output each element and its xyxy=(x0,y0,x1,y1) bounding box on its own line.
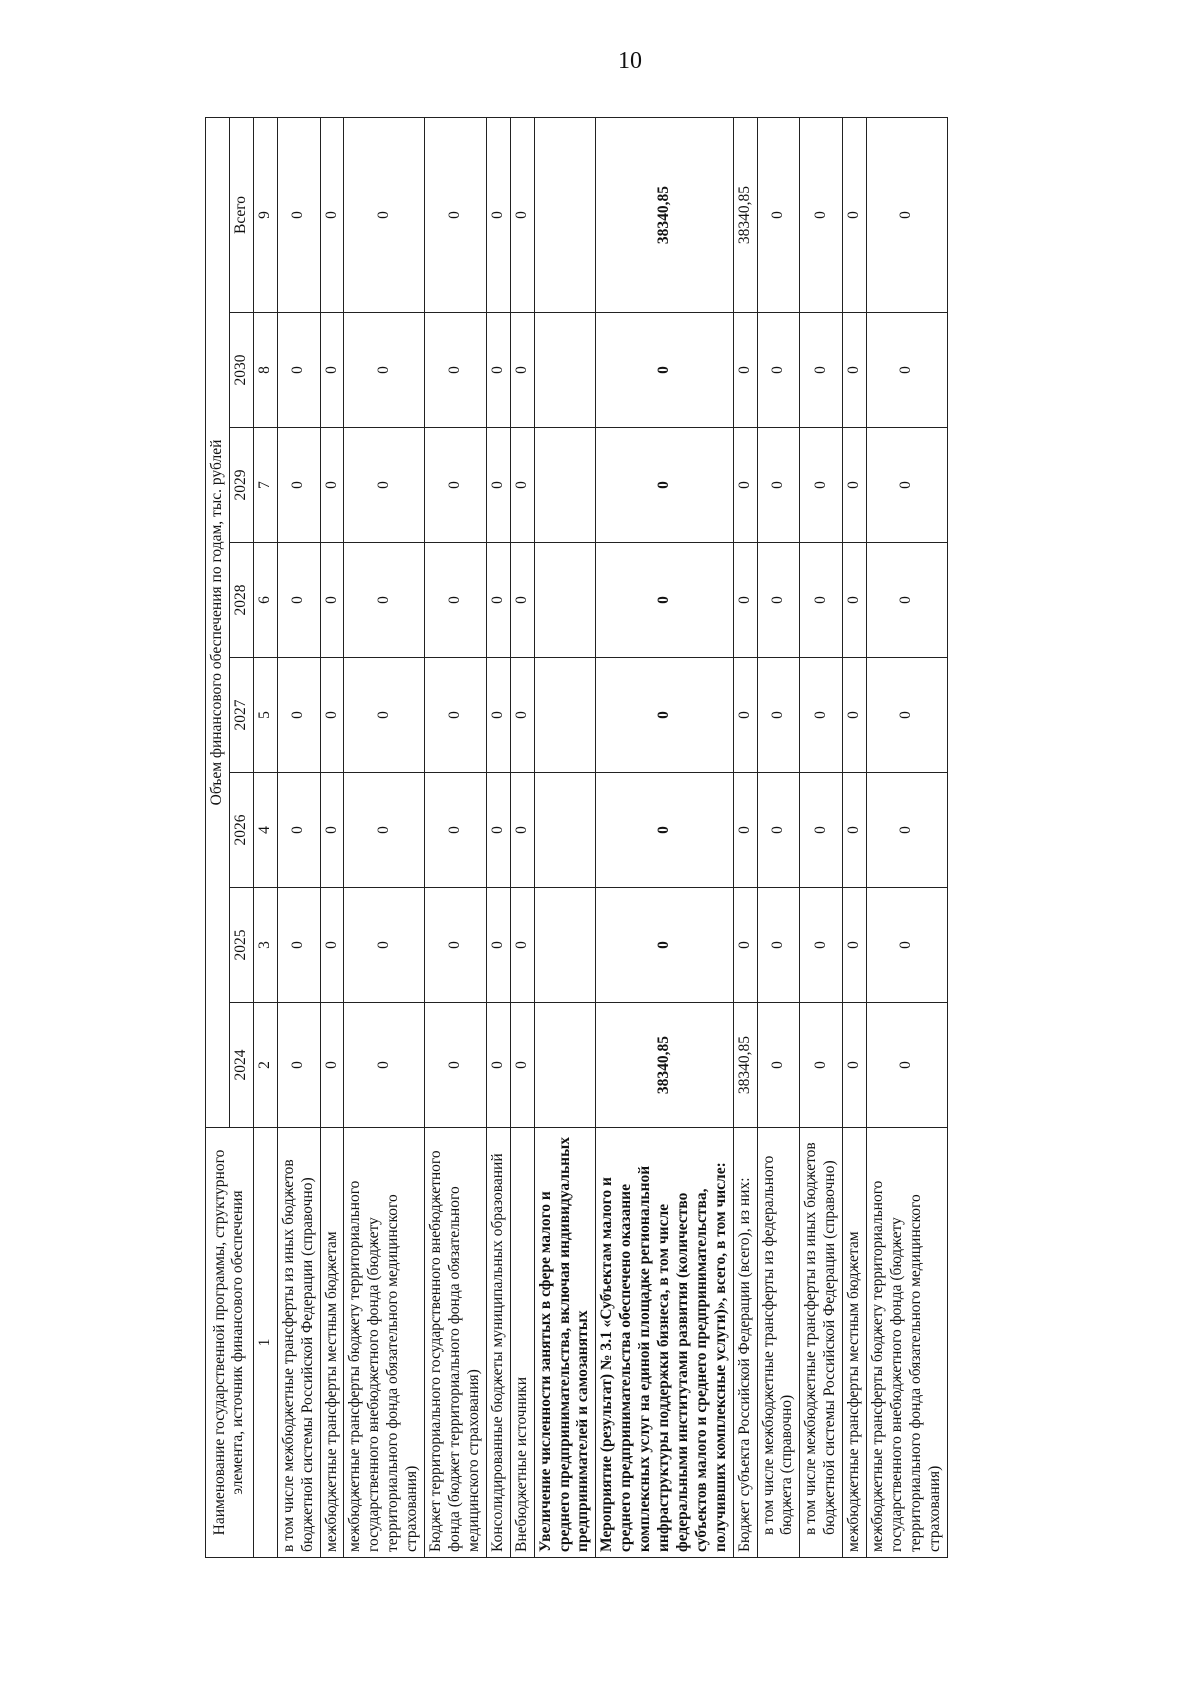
row-year-value: 0 xyxy=(843,773,867,888)
row-year-value: 0 xyxy=(843,1003,867,1128)
row-label: межбюджетные трансферты бюджету территориального государственного внебюджетного фонда (бюджету территориального фонда обязательного медицинского страхования) xyxy=(344,1128,425,1558)
index-cell: 4 xyxy=(253,773,277,888)
table-row xyxy=(534,118,596,1558)
financing-table xyxy=(205,117,948,1558)
row-total-value xyxy=(534,118,596,313)
row-year-value: 38340,85 xyxy=(596,1003,733,1128)
row-year-value: 0 xyxy=(596,543,733,658)
rotated-table-wrapper xyxy=(205,118,1085,1558)
row-total-value: 0 xyxy=(510,118,534,313)
row-year-value: 0 xyxy=(800,888,843,1003)
table-row xyxy=(596,118,733,1558)
row-label: в том числе межбюджетные трансферты из иных бюджетов бюджетной системы Российской Федерации (справочно) xyxy=(800,1128,843,1558)
row-label: Увеличение численности занятых в сфере малого и среднего предпринимательства, включая индивидуальных предпринимателей и самозанятых xyxy=(534,1128,596,1558)
row-total-value: 0 xyxy=(486,118,510,313)
row-year-value: 0 xyxy=(867,773,948,888)
row-year-value: 0 xyxy=(320,1003,344,1128)
row-year-value: 0 xyxy=(867,543,948,658)
index-cell: 9 xyxy=(253,118,277,313)
row-year-value: 0 xyxy=(867,888,948,1003)
row-year-value: 0 xyxy=(277,428,320,543)
index-cell: 8 xyxy=(253,313,277,428)
row-label: Бюджет субъекта Российской Федерации (всего), из них: xyxy=(733,1128,757,1558)
row-year-value: 0 xyxy=(344,658,425,773)
page-number: 10 xyxy=(618,48,642,74)
header-total: Всего xyxy=(229,118,253,313)
row-year-value xyxy=(534,543,596,658)
row-year-value: 0 xyxy=(757,888,800,1003)
row-year-value: 0 xyxy=(320,773,344,888)
row-total-value: 0 xyxy=(277,118,320,313)
header-year: 2029 xyxy=(229,428,253,543)
table-row xyxy=(867,118,948,1558)
table-row xyxy=(757,118,800,1558)
row-year-value: 0 xyxy=(277,888,320,1003)
row-year-value: 0 xyxy=(486,658,510,773)
row-year-value: 0 xyxy=(277,658,320,773)
row-year-value: 0 xyxy=(510,773,534,888)
row-year-value xyxy=(534,428,596,543)
index-cell: 5 xyxy=(253,658,277,773)
row-year-value: 0 xyxy=(510,313,534,428)
row-year-value: 0 xyxy=(344,313,425,428)
row-total-value: 0 xyxy=(320,118,344,313)
row-total-value: 0 xyxy=(344,118,425,313)
row-total-value: 0 xyxy=(757,118,800,313)
row-year-value: 0 xyxy=(800,428,843,543)
row-year-value: 0 xyxy=(425,888,487,1003)
row-year-value: 0 xyxy=(757,658,800,773)
row-year-value: 0 xyxy=(843,543,867,658)
table-row xyxy=(733,118,757,1558)
table-row xyxy=(425,118,487,1558)
row-year-value: 0 xyxy=(843,658,867,773)
row-year-value: 0 xyxy=(486,1003,510,1128)
row-year-value xyxy=(534,773,596,888)
row-label: Внебюджетные источники xyxy=(510,1128,534,1558)
row-year-value: 38340,85 xyxy=(733,1003,757,1128)
row-year-value: 0 xyxy=(800,313,843,428)
row-year-value: 0 xyxy=(344,428,425,543)
row-year-value: 0 xyxy=(320,888,344,1003)
table-row xyxy=(843,118,867,1558)
header-year: 2026 xyxy=(229,773,253,888)
index-cell: 1 xyxy=(253,1128,277,1558)
header-year: 2030 xyxy=(229,313,253,428)
row-year-value: 0 xyxy=(757,1003,800,1128)
table-row xyxy=(344,118,425,1558)
row-year-value: 0 xyxy=(800,1003,843,1128)
row-year-value: 0 xyxy=(486,888,510,1003)
row-year-value: 0 xyxy=(344,543,425,658)
row-year-value: 0 xyxy=(486,313,510,428)
index-cell: 2 xyxy=(253,1003,277,1128)
row-year-value: 0 xyxy=(800,658,843,773)
table-row xyxy=(320,118,344,1558)
row-year-value: 0 xyxy=(510,428,534,543)
row-year-value: 0 xyxy=(344,888,425,1003)
row-label: Мероприятие (результат) № 3.1 «Субъектам малого и среднего предпринимательства обеспечено оказание комплексных услуг на единой площадке региональной инфраструктуры поддержки бизнеса, в том числе федеральными институтами развития (количество субъектов малого и среднего предпринимательства, получивших комплексные услуги)», всего, в том числе: xyxy=(596,1128,733,1558)
row-year-value: 0 xyxy=(596,313,733,428)
row-year-value: 0 xyxy=(277,543,320,658)
row-year-value: 0 xyxy=(757,543,800,658)
header-year: 2027 xyxy=(229,658,253,773)
header-name: Наименование государственной программы, структурного элемента, источник финансового обеспечения xyxy=(206,1128,254,1558)
row-year-value: 0 xyxy=(596,888,733,1003)
row-total-value: 0 xyxy=(425,118,487,313)
row-label: межбюджетные трансферты бюджету территориального государственного внебюджетного фонда (бюджету территориального фонда обязательного медицинского страхования) xyxy=(867,1128,948,1558)
header-year: 2024 xyxy=(229,1003,253,1128)
row-label: в том числе межбюджетные трансферты из иных бюджетов бюджетной системы Российской Федерации (справочно) xyxy=(277,1128,320,1558)
index-cell: 3 xyxy=(253,888,277,1003)
row-year-value: 0 xyxy=(320,543,344,658)
row-year-value: 0 xyxy=(867,1003,948,1128)
row-year-value: 0 xyxy=(320,428,344,543)
row-year-value: 0 xyxy=(425,658,487,773)
row-year-value: 0 xyxy=(596,658,733,773)
row-year-value: 0 xyxy=(867,313,948,428)
row-year-value: 0 xyxy=(800,773,843,888)
table-row xyxy=(800,118,843,1558)
row-year-value: 0 xyxy=(486,773,510,888)
row-year-value: 0 xyxy=(425,1003,487,1128)
row-total-value: 0 xyxy=(800,118,843,313)
row-year-value: 0 xyxy=(757,313,800,428)
row-year-value xyxy=(534,658,596,773)
table-row xyxy=(486,118,510,1558)
row-year-value: 0 xyxy=(486,428,510,543)
row-year-value: 0 xyxy=(320,658,344,773)
row-year-value xyxy=(534,1003,596,1128)
header-row-1 xyxy=(206,118,230,1558)
index-cell: 6 xyxy=(253,543,277,658)
row-label: межбюджетные трансферты местным бюджетам xyxy=(320,1128,344,1558)
row-total-value: 0 xyxy=(867,118,948,313)
table-row xyxy=(510,118,534,1558)
row-year-value xyxy=(534,313,596,428)
row-year-value: 0 xyxy=(757,773,800,888)
row-year-value: 0 xyxy=(733,313,757,428)
row-year-value: 0 xyxy=(733,543,757,658)
header-index-row xyxy=(253,118,277,1558)
row-year-value: 0 xyxy=(425,428,487,543)
row-year-value: 0 xyxy=(510,543,534,658)
header-year: 2025 xyxy=(229,888,253,1003)
row-label: Бюджет территориального государственного внебюджетного фонда (бюджет территориального фонда обязательного медицинского страхования) xyxy=(425,1128,487,1558)
row-year-value: 0 xyxy=(800,543,843,658)
row-total-value: 38340,85 xyxy=(733,118,757,313)
row-year-value: 0 xyxy=(344,1003,425,1128)
row-year-value: 0 xyxy=(733,888,757,1003)
row-year-value xyxy=(534,888,596,1003)
row-total-value: 38340,85 xyxy=(596,118,733,313)
table-row xyxy=(277,118,320,1558)
row-total-value: 0 xyxy=(843,118,867,313)
row-year-value: 0 xyxy=(277,1003,320,1128)
row-year-value: 0 xyxy=(733,773,757,888)
row-year-value: 0 xyxy=(510,658,534,773)
row-year-value: 0 xyxy=(510,888,534,1003)
row-year-value: 0 xyxy=(425,543,487,658)
row-year-value: 0 xyxy=(843,888,867,1003)
row-label: в том числе межбюджетные трансферты из федерального бюджета (справочно) xyxy=(757,1128,800,1558)
table-body xyxy=(277,118,947,1558)
row-year-value: 0 xyxy=(596,773,733,888)
row-year-value: 0 xyxy=(843,313,867,428)
row-year-value: 0 xyxy=(277,773,320,888)
index-cell: 7 xyxy=(253,428,277,543)
row-year-value: 0 xyxy=(733,428,757,543)
row-year-value: 0 xyxy=(596,428,733,543)
row-year-value: 0 xyxy=(486,543,510,658)
row-label: межбюджетные трансферты местным бюджетам xyxy=(843,1128,867,1558)
header-year: 2028 xyxy=(229,543,253,658)
row-year-value: 0 xyxy=(733,658,757,773)
row-year-value: 0 xyxy=(320,313,344,428)
row-year-value: 0 xyxy=(843,428,867,543)
row-label: Консолидированные бюджеты муниципальных образований xyxy=(486,1128,510,1558)
row-year-value: 0 xyxy=(425,313,487,428)
row-year-value: 0 xyxy=(425,773,487,888)
row-year-value: 0 xyxy=(757,428,800,543)
header-group: Объем финансового обеспечения по годам, тыс. рублей xyxy=(206,118,230,1128)
row-year-value: 0 xyxy=(344,773,425,888)
row-year-value: 0 xyxy=(277,313,320,428)
row-year-value: 0 xyxy=(510,1003,534,1128)
row-year-value: 0 xyxy=(867,428,948,543)
row-year-value: 0 xyxy=(867,658,948,773)
